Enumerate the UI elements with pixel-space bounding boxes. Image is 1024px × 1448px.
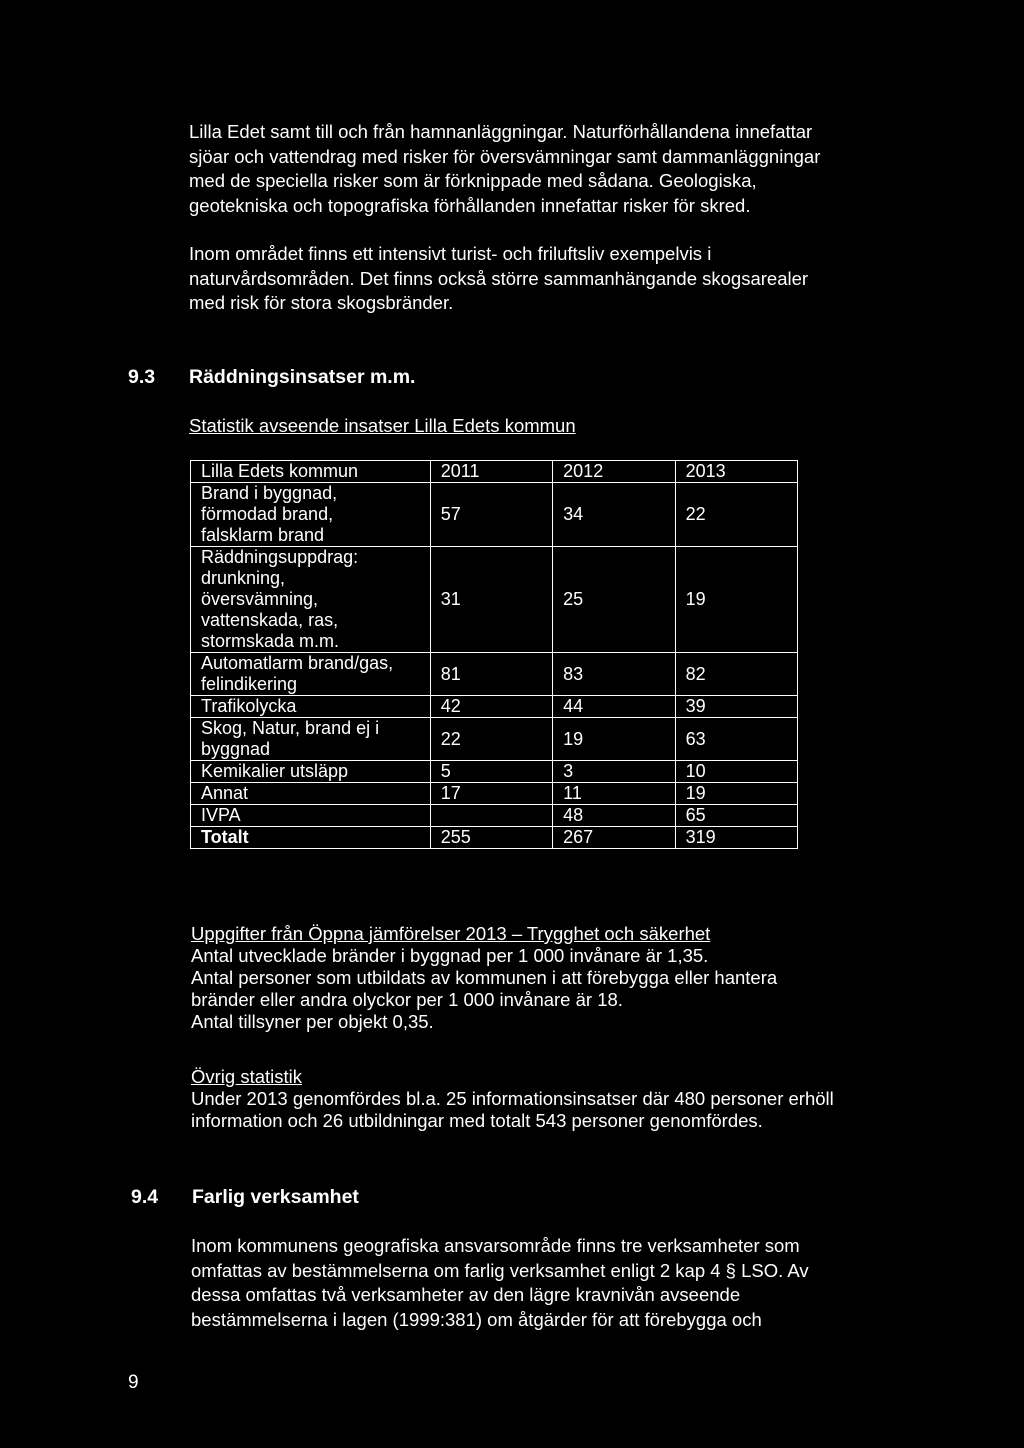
- row-label: Automatlarm brand/gas, felindikering: [191, 653, 431, 696]
- farlig-line: omfattas av bestämmelserna om farlig verksamhet enligt 2 kap 4 § LSO. Av: [191, 1259, 809, 1281]
- row-label: Annat: [191, 783, 431, 805]
- cell-value: 57: [430, 483, 552, 547]
- tourism-paragraph: [189, 242, 929, 316]
- cell-value: 3: [553, 761, 675, 783]
- row-label: Räddningsuppdrag: drunkning, översvämning, vattenskada, ras, stormskada m.m.: [191, 547, 431, 653]
- intro-line: med de speciella risker som är förknippade med sådana. Geologiska,: [189, 170, 757, 191]
- cell-value: 82: [675, 653, 797, 696]
- cell-value: 5: [430, 761, 552, 783]
- tourism-line: Inom området finns ett intensivt turist- och friluftsliv exempelvis i: [189, 243, 712, 264]
- cell-value: 44: [553, 696, 675, 718]
- intro-line: geotekniska och topografiska förhållanden innefattar risker för skred.: [189, 194, 751, 216]
- table-row: [191, 483, 798, 547]
- table-row: [191, 783, 798, 805]
- cell-value: 19: [675, 783, 797, 805]
- section-title: Farlig verksamhet: [192, 1186, 359, 1208]
- cell-value: [430, 805, 552, 827]
- header-cell: 2011: [430, 461, 552, 483]
- farlig-line: Inom kommunens geografiska ansvarsområde finns tre verksamheter som: [191, 1235, 800, 1256]
- section-title: Räddningsinsatser m.m.: [189, 366, 416, 388]
- table-row: [191, 805, 798, 827]
- cell-value: 34: [553, 483, 675, 547]
- table-header-row: [191, 461, 798, 483]
- total-value: 267: [553, 827, 675, 849]
- farlig-verksamhet-paragraph: [191, 1234, 951, 1332]
- oppna-title: Uppgifter från Öppna jämförelser 2013 – Trygghet och säkerhet: [191, 923, 711, 944]
- cell-value: 48: [553, 805, 675, 827]
- ovrig-line: information och 26 utbildningar med totalt 543 personer genomfördes.: [191, 1110, 763, 1131]
- cell-value: 10: [675, 761, 797, 783]
- cell-value: 22: [675, 483, 797, 547]
- cell-value: 65: [675, 805, 797, 827]
- table-row: [191, 761, 798, 783]
- ovrig-title: Övrig statistik: [191, 1066, 303, 1087]
- cell-value: 63: [675, 718, 797, 761]
- cell-value: 83: [553, 653, 675, 696]
- intro-paragraph: [189, 120, 929, 218]
- cell-value: 17: [430, 783, 552, 805]
- section-number: 9.3: [128, 366, 156, 388]
- row-label: IVPA: [191, 805, 431, 827]
- cell-value: 31: [430, 547, 552, 653]
- table-row: [191, 547, 798, 653]
- header-cell: 2012: [553, 461, 675, 483]
- oppna-line: Antal personer som utbildats av kommunen i att förebygga eller hantera: [191, 967, 778, 988]
- row-label: Kemikalier utsläpp: [191, 761, 431, 783]
- row-label: Brand i byggnad, förmodad brand, falsklarm brand: [191, 483, 431, 547]
- cell-value: 42: [430, 696, 552, 718]
- ovrig-line: Under 2013 genomfördes bl.a. 25 informationsinsatser där 480 personer erhöll: [191, 1088, 834, 1109]
- cell-value: 19: [675, 547, 797, 653]
- stats-title: Statistik avseende insatser Lilla Edets kommun: [189, 415, 576, 436]
- total-value: 255: [430, 827, 552, 849]
- oppna-line: Antal tillsyner per objekt 0,35.: [191, 1011, 434, 1032]
- oppna-jamforelser-block: [191, 923, 951, 1033]
- cell-value: 39: [675, 696, 797, 718]
- header-cell: Lilla Edets kommun: [191, 461, 431, 483]
- total-value: 319: [675, 827, 797, 849]
- table-row: [191, 696, 798, 718]
- oppna-line: Antal utvecklade bränder i byggnad per 1 000 invånare är 1,35.: [191, 945, 709, 966]
- row-label: Skog, Natur, brand ej i byggnad: [191, 718, 431, 761]
- oppna-line: bränder eller andra olyckor per 1 000 invånare är 18.: [191, 989, 623, 1010]
- cell-value: 19: [553, 718, 675, 761]
- farlig-line: dessa omfattas två verksamheter av den lägre kravnivån avseende: [191, 1284, 741, 1305]
- intro-line: sjöar och vattendrag med risker för översvämningar samt dammanläggningar: [189, 145, 821, 167]
- table-row: [191, 718, 798, 761]
- page-number: 9: [128, 1372, 139, 1393]
- table-total-row: [191, 827, 798, 849]
- tourism-line: naturvårdsområden. Det finns också större sammanhängande skogsarealer: [189, 267, 809, 289]
- table-row: [191, 653, 798, 696]
- cell-value: 22: [430, 718, 552, 761]
- cell-value: 81: [430, 653, 552, 696]
- intro-line: Lilla Edet samt till och från hamnanläggningar. Naturförhållandena innefattar: [189, 121, 813, 142]
- statistics-table: [190, 460, 798, 849]
- farlig-line: bestämmelserna i lagen (1999:381) om åtgärder för att förebygga och: [191, 1308, 762, 1330]
- total-label: Totalt: [191, 827, 431, 849]
- cell-value: 25: [553, 547, 675, 653]
- tourism-line: med risk för stora skogsbränder.: [189, 292, 454, 313]
- ovrig-statistik-block: [191, 1066, 951, 1132]
- row-label: Trafikolycka: [191, 696, 431, 718]
- section-number: 9.4: [131, 1186, 159, 1208]
- cell-value: 11: [553, 783, 675, 805]
- header-cell: 2013: [675, 461, 797, 483]
